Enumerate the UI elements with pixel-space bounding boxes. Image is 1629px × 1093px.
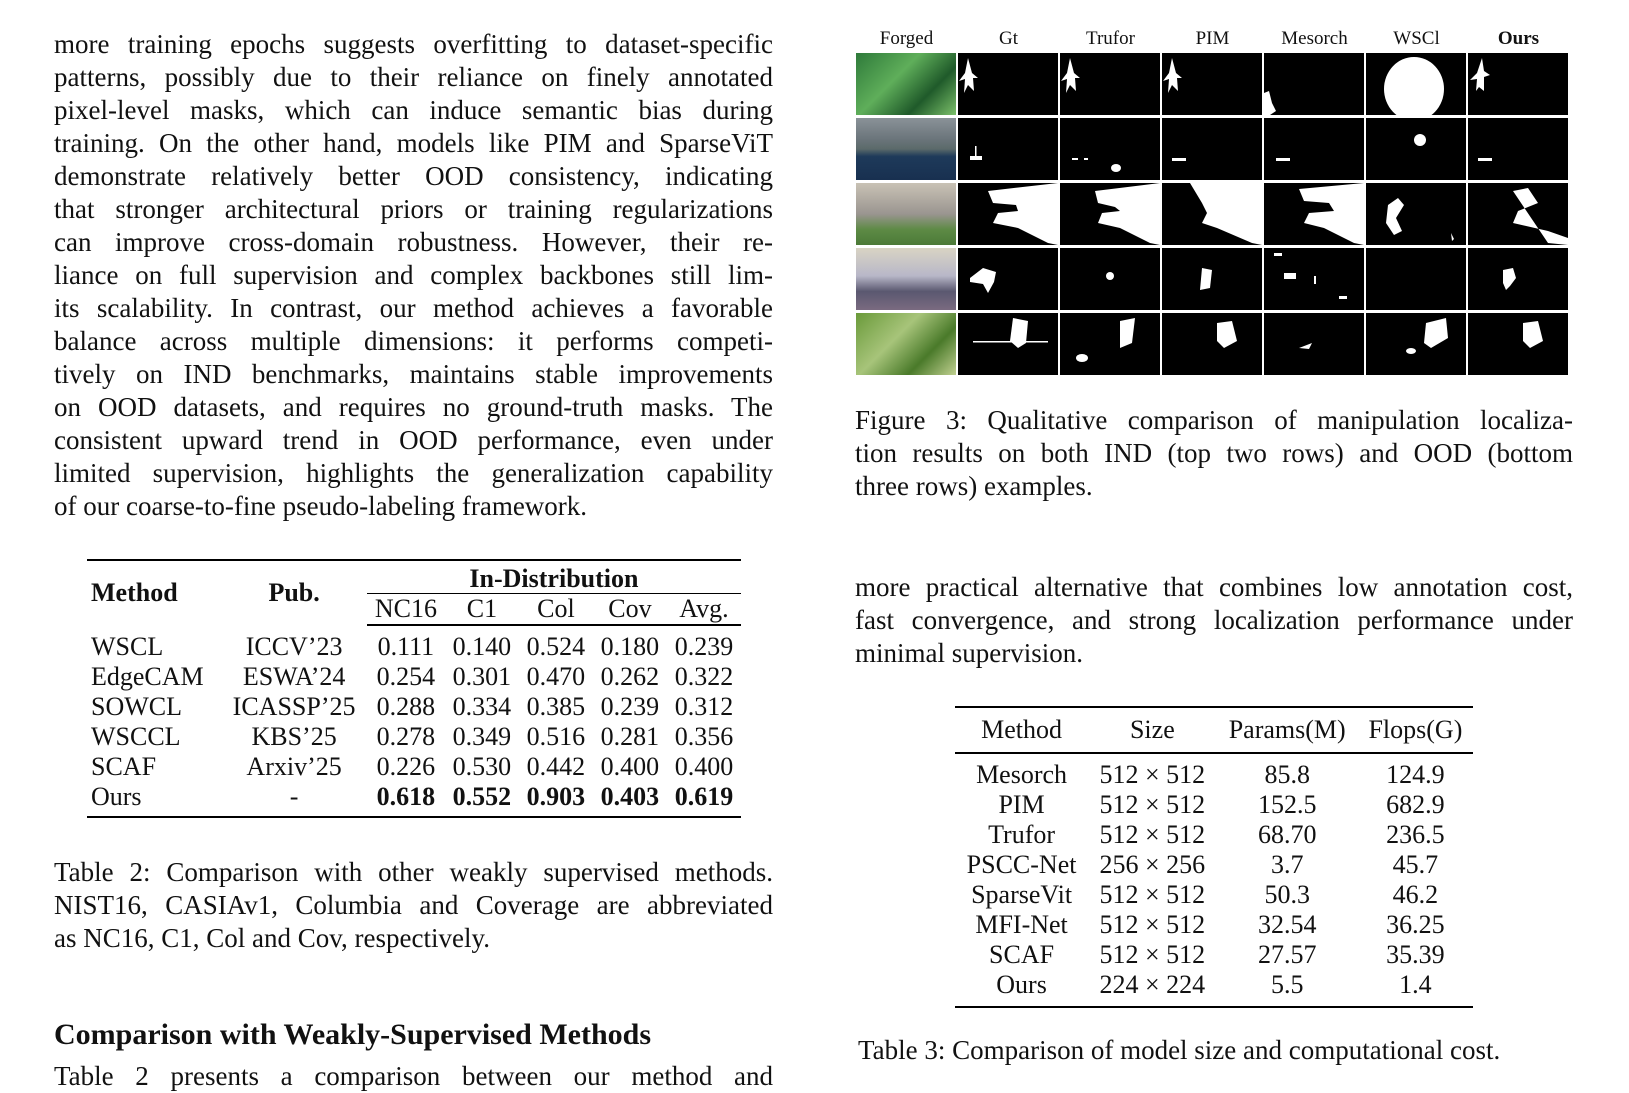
cell-pub: ICCV’23	[245, 631, 343, 661]
table-2	[87, 559, 741, 818]
cell-val: 0.239	[674, 632, 734, 661]
table-cell: 45.7	[1392, 850, 1439, 879]
mask-image	[958, 118, 1058, 180]
cell-val: 0.180	[600, 632, 660, 661]
cell-val: 0.301	[452, 662, 512, 691]
cell-val: 0.552	[452, 782, 512, 811]
col-header: Flops(G)	[1358, 707, 1473, 753]
cell-val: 0.281	[600, 722, 660, 751]
table-cell: 512 × 512	[1099, 760, 1206, 789]
mask-image	[1366, 313, 1466, 375]
mask-image	[1162, 118, 1262, 180]
table-cell: PSCC-Net	[966, 850, 1077, 879]
mask-image	[1264, 248, 1364, 310]
mask-image	[1366, 118, 1466, 180]
cell-val: 0.288	[376, 692, 436, 721]
forged-image	[856, 118, 956, 180]
mask-image	[1060, 183, 1160, 245]
figure-column-label: Mesorch	[1281, 28, 1348, 49]
table-cell: 124.9	[1386, 760, 1445, 789]
text-line: Table 2: Comparison with other weakly supervised methods.	[54, 857, 773, 887]
cell-val: 0.254	[376, 662, 436, 691]
text-line: liance on full supervision and complex backbones still lim-	[54, 260, 773, 290]
cell-val: 0.349	[452, 722, 512, 751]
table-3-caption: Table 3: Comparison of model size and computational cost.	[858, 1035, 1501, 1065]
text-line: on OOD datasets, and requires no ground-truth masks. The	[54, 392, 773, 422]
text-line: limited supervision, highlights the generalization capability	[54, 458, 773, 488]
cell-method: SCAF	[91, 752, 157, 781]
table-cell: 32.54	[1257, 910, 1317, 939]
cell-val: 0.442	[526, 752, 586, 781]
cell-val: 0.619	[674, 782, 734, 811]
table-cell: 85.8	[1264, 760, 1310, 789]
text-line: NIST16, CASIAv1, Columbia and Coverage are abbreviated	[54, 890, 773, 920]
table-row	[955, 820, 1473, 850]
table-cell: 35.39	[1386, 940, 1445, 969]
figure-column-label: Ours	[1497, 28, 1540, 49]
col-header: NC16	[367, 594, 445, 626]
table-row	[87, 722, 741, 752]
left-paragraph	[54, 28, 773, 523]
cell-val: 0.140	[452, 632, 512, 661]
table-3	[955, 706, 1473, 1008]
table-cell: SCAF	[989, 940, 1055, 969]
table-cell: 224 × 224	[1099, 970, 1206, 999]
right-paragraph	[855, 571, 1573, 670]
table-row	[955, 790, 1473, 820]
mask-image	[1060, 118, 1160, 180]
mask-image	[1060, 53, 1160, 115]
mask-image	[1264, 183, 1364, 245]
mask-image	[1366, 248, 1466, 310]
col-header: Params(M)	[1217, 707, 1358, 753]
cell-method: WSCCL	[91, 722, 181, 751]
figure-3-caption	[855, 404, 1573, 503]
text-line: minimal supervision.	[855, 638, 1083, 668]
table-row	[87, 625, 741, 662]
mask-image	[1264, 313, 1364, 375]
mask-image	[1468, 313, 1568, 375]
cell-val: 0.516	[526, 722, 586, 751]
table-cell: 512 × 512	[1099, 940, 1206, 969]
cell-val: 0.334	[452, 692, 512, 721]
cell-pub: KBS’25	[251, 722, 337, 751]
cell-val: 0.226	[376, 752, 436, 781]
mask-image	[958, 183, 1058, 245]
cell-pub: -	[289, 782, 299, 811]
figure-column-label: Forged	[879, 28, 934, 49]
mask-image	[1468, 118, 1568, 180]
table-row	[87, 692, 741, 722]
table-row	[955, 970, 1473, 1007]
text-line: more training epochs suggests overfitting to dataset-specific	[54, 29, 773, 59]
table-row	[87, 662, 741, 692]
table-cell: 3.7	[1270, 850, 1304, 879]
table-cell: 5.5	[1270, 970, 1304, 999]
figure-column-label: Gt	[999, 28, 1018, 49]
text-line: that stronger architectural priors or training regularizations	[54, 194, 773, 224]
table-row	[955, 880, 1473, 910]
mask-image	[1468, 53, 1568, 115]
table-cell: 512 × 512	[1099, 820, 1206, 849]
figure-column-label: WSCl	[1393, 28, 1440, 49]
table-cell: Trufor	[988, 820, 1056, 849]
cell-method: EdgeCAM	[91, 662, 204, 691]
text-line: fast convergence, and strong localization performance under	[855, 605, 1573, 635]
mask-image	[1162, 313, 1262, 375]
table-row	[955, 910, 1473, 940]
text-line: can improve cross-domain robustness. However, their re-	[54, 227, 773, 257]
mask-image	[1264, 118, 1364, 180]
cell-pub: ESWA’24	[242, 662, 346, 691]
table-cell: 152.5	[1257, 790, 1317, 819]
mask-image	[1060, 248, 1160, 310]
col-header: Avg.	[667, 594, 741, 626]
table-2-caption	[54, 856, 773, 955]
text-line: tion results on both IND (top two rows) and OOD (bottom	[855, 438, 1573, 468]
mask-image	[958, 53, 1058, 115]
table-cell: 256 × 256	[1099, 850, 1206, 879]
cell-val: 0.385	[526, 692, 586, 721]
cell-val: 0.262	[600, 662, 660, 691]
text-line: Figure 3: Qualitative comparison of manipulation localiza-	[855, 405, 1573, 435]
mask-image	[1468, 183, 1568, 245]
cell-val: 0.239	[600, 692, 660, 721]
table-cell: 512 × 512	[1099, 910, 1206, 939]
col-header: Size	[1088, 707, 1216, 753]
table-cell: Ours	[996, 970, 1047, 999]
cell-val: 0.400	[674, 752, 734, 781]
text-line: as NC16, C1, Col and Cov, respectively.	[54, 923, 490, 953]
cell-val: 0.530	[452, 752, 512, 781]
text-line: training. On the other hand, models like PIM and SparseViT	[54, 128, 773, 158]
cell-method: SOWCL	[91, 692, 182, 721]
table-cell: 512 × 512	[1099, 880, 1206, 909]
table-cell: 50.3	[1264, 880, 1310, 909]
table-cell: SparseVit	[971, 880, 1073, 909]
cell-pub: ICASSP’25	[232, 692, 356, 721]
mask-image	[1366, 183, 1466, 245]
cell-method: WSCL	[91, 631, 164, 661]
col-method: Method	[91, 578, 178, 607]
text-line: demonstrate relatively better OOD consistency, indicating	[54, 161, 773, 191]
table-row	[955, 850, 1473, 880]
cell-val: 0.356	[674, 722, 734, 751]
table-cell: PIM	[998, 790, 1045, 819]
table-row	[87, 752, 741, 782]
text-line: tively on IND benchmarks, maintains stable improvements	[54, 359, 773, 389]
col-header: Method	[955, 707, 1088, 753]
mask-image	[1366, 53, 1466, 115]
mask-image	[1162, 183, 1262, 245]
cell-val: 0.278	[376, 722, 436, 751]
section-first-line: Table 2 presents a comparison between our method and	[54, 1061, 773, 1091]
text-line: its scalability. In contrast, our method achieves a favorable	[54, 293, 773, 323]
cell-pub: Arxiv’25	[246, 752, 342, 781]
col-header: Cov	[593, 594, 667, 626]
table-cell: 512 × 512	[1099, 790, 1206, 819]
mask-image	[1468, 248, 1568, 310]
col-header: Col	[519, 594, 593, 626]
table-cell: 1.4	[1399, 970, 1432, 999]
mask-image	[1162, 248, 1262, 310]
text-line: consistent upward trend in OOD performance, even under	[54, 425, 773, 455]
section-heading: Comparison with Weakly-Supervised Methods	[54, 1018, 652, 1051]
cell-val: 0.403	[600, 782, 660, 811]
col-header: C1	[445, 594, 519, 626]
forged-image	[856, 183, 956, 245]
mask-image	[1162, 53, 1262, 115]
cell-method: Ours	[91, 782, 142, 811]
mask-image	[958, 248, 1058, 310]
table-cell: Mesorch	[976, 760, 1068, 789]
cell-val: 0.111	[377, 632, 435, 661]
table-cell: 27.57	[1257, 940, 1317, 969]
table-row	[955, 753, 1473, 790]
cell-val: 0.618	[376, 782, 436, 811]
text-line: of our coarse-to-fine pseudo-labeling framework.	[54, 491, 588, 521]
mask-image	[1060, 313, 1160, 375]
table-row	[87, 782, 741, 817]
table-row	[955, 940, 1473, 970]
forged-image	[856, 248, 956, 310]
text-line: more practical alternative that combines low annotation cost,	[855, 572, 1573, 602]
text-line: three rows) examples.	[855, 471, 1093, 501]
figure-column-label: Trufor	[1086, 28, 1135, 49]
col-pub: Pub.	[268, 578, 320, 607]
col-group-in-distribution: In-Distribution	[367, 560, 741, 594]
text-line: pixel-level masks, which can induce semantic bias during	[54, 95, 773, 125]
forged-image	[856, 53, 956, 115]
cell-val: 0.524	[526, 632, 586, 661]
forged-image	[856, 313, 956, 375]
cell-val: 0.322	[674, 662, 734, 691]
table-cell: 682.9	[1386, 790, 1445, 819]
cell-val: 0.400	[600, 752, 660, 781]
table-cell: 68.70	[1257, 820, 1317, 849]
cell-val: 0.470	[526, 662, 586, 691]
text-line: balance across multiple dimensions: it performs competi-	[54, 326, 773, 356]
cell-val: 0.312	[674, 692, 734, 721]
cell-val: 0.903	[526, 782, 586, 811]
table-cell: MFI-Net	[975, 910, 1068, 939]
mask-image	[1264, 53, 1364, 115]
mask-image	[958, 313, 1058, 375]
table-cell: 236.5	[1386, 820, 1445, 849]
table-cell: 36.25	[1386, 910, 1445, 939]
figure-column-label: PIM	[1195, 28, 1230, 49]
table-cell: 46.2	[1392, 880, 1439, 909]
text-line: patterns, possibly due to their reliance on finely annotated	[54, 62, 773, 92]
